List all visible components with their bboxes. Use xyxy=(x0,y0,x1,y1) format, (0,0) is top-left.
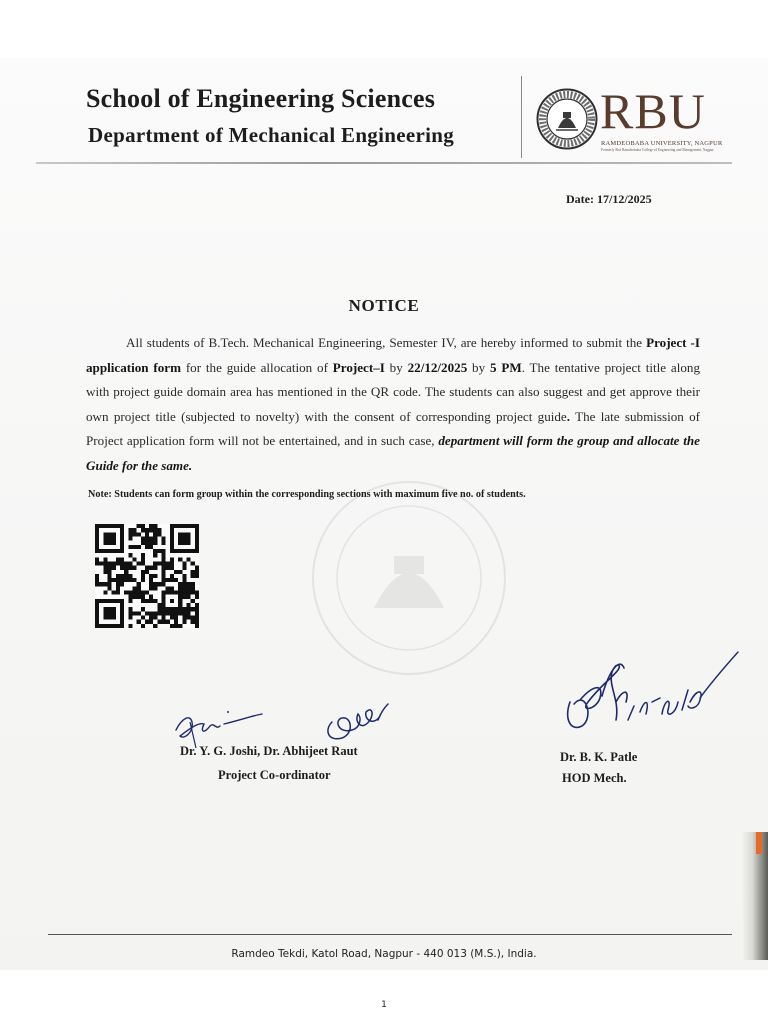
hod-name: Dr. B. K. Patle xyxy=(560,750,638,764)
university-seal-icon xyxy=(536,88,598,150)
university-logo-text: RBU xyxy=(600,83,706,139)
notice-text-segment: for the guide allocation of xyxy=(181,359,333,375)
header-divider xyxy=(521,76,522,158)
header-rule xyxy=(36,162,732,164)
coordinator-signature-2 xyxy=(318,700,390,746)
notice-text-segment: 22/12/2025 xyxy=(407,359,468,375)
department-title: Department of Mechanical Engineering xyxy=(88,123,454,147)
hod-signature xyxy=(560,640,740,750)
page-edge-tab xyxy=(756,832,762,854)
hod-role: HOD Mech. xyxy=(562,771,627,785)
notice-text-segment: The late submission of Project application form will not be entertained, and in such case, xyxy=(86,408,700,449)
school-title: School of Engineering Sciences xyxy=(86,84,436,113)
notice-note: Note: Students can form group within the corresponding sections with maximum five no. of students. xyxy=(88,489,526,500)
coordinator-role: Project Co-ordinator xyxy=(218,768,331,782)
seal-watermark-icon xyxy=(254,478,564,678)
page-edge-shadow xyxy=(742,832,768,960)
notice-text-segment: by xyxy=(467,359,490,375)
notice-text-segment: by xyxy=(384,359,408,375)
notice-date: Date: 17/12/2025 xyxy=(566,192,652,206)
notice-text-segment: . The tentative project title along with project guide domain area has mentioned in the QR code. The students can also suggest and get approve their own project title (subjected to novelty) with the consent of corresponding project guide xyxy=(86,359,701,424)
notice-text-segment: 5 PM xyxy=(489,359,522,375)
footer-rule xyxy=(48,934,732,935)
qr-code-icon xyxy=(92,524,202,628)
notice-text-segment: All students of B.Tech. Mechanical Engineering, Semester IV, are hereby informed to submit the xyxy=(126,335,647,350)
notice-text-segment: . xyxy=(566,408,571,424)
footer-address: Ramdeo Tekdi, Katol Road, Nagpur - 440 013 (M.S.), India. xyxy=(231,948,537,960)
notice-body-text xyxy=(86,335,700,473)
university-logo-fineprint: Formerly Shri Ramdeobaba College of Engineering and Management, Nagpur xyxy=(601,148,714,152)
notice-text-segment: Project -I application form xyxy=(86,335,700,375)
notice-title: NOTICE xyxy=(348,296,420,315)
coordinator-names: Dr. Y. G. Joshi, Dr. Abhijeet Raut xyxy=(180,744,358,758)
notice-text-segment: Project–I xyxy=(332,359,385,375)
notice-text-segment: department will form the group and allocate the Guide for the same. xyxy=(86,433,700,473)
page-number: 1 xyxy=(381,1000,387,1010)
university-logo-subtitle: RAMDEOBABA UNIVERSITY, NAGPUR xyxy=(601,140,723,147)
notice-body xyxy=(86,331,700,479)
